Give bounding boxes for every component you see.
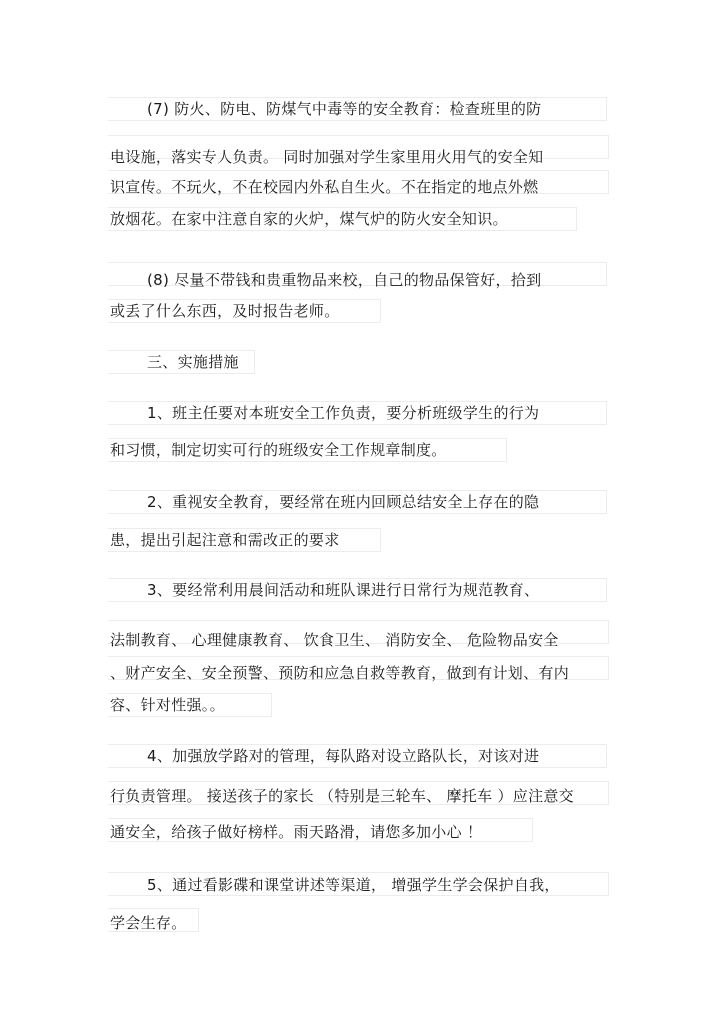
item-4-line-1: 4、加强放学路对的管理，每队路对设立路队长，对该对进 <box>147 747 540 765</box>
item-4-line-3: 通安全，给孩子做好榜样。雨天路滑，请您多加小心 ！ <box>110 823 483 841</box>
item-3-line-4: 容、针对性强。。 <box>110 696 225 714</box>
paragraph-8-line-2: 或丢了什么东西，及时报告老师。 <box>110 302 340 320</box>
item-5-line-1: 5、通过看影碟和课堂讲述等渠道， 增强学生学会保护自我， <box>147 876 560 894</box>
item-1-line-1: 1、班主任要对本班安全工作负责，要分析班级学生的行为 <box>147 404 540 422</box>
paragraph-7-line-1: (7) 防火、防电、防煤气中毒等的安全教育：检查班里的防 <box>147 100 542 118</box>
section-heading: 三、实施措施 <box>147 353 239 371</box>
paragraph-7-line-4: 放烟花。在家中注意自家的火炉，煤气炉的防火安全知识。 <box>110 210 508 228</box>
item-1-line-2: 和习惯，制定切实可行的班级安全工作规章制度。 <box>110 441 447 459</box>
paragraph-7-line-3: 识宣传。不玩火，不在校园内外私自生火。不在指定的地点外燃 <box>110 178 539 196</box>
paragraph-8-line-1: (8) 尽量不带钱和贵重物品来校，自己的物品保管好，拾到 <box>147 271 542 289</box>
item-5-line-2: 学会生存。 <box>110 914 187 932</box>
paragraph-7-line-2: 电设施，落实专人负责。 同时加强对学生家里用火用气的安全知 <box>110 148 544 166</box>
item-3-line-2: 法制教育、 心理健康教育、 饮食卫生、 消防安全、 危险物品安全 <box>110 631 559 649</box>
item-3-line-3: 、财产安全、安全预警、预防和应急自救等教育，做到有计划、有内 <box>110 664 570 682</box>
item-2-line-2: 患，提出引起注意和需改正的要求 <box>110 531 340 549</box>
item-2-line-1: 2、重视安全教育，要经常在班内回顾总结安全上存在的隐 <box>147 493 540 511</box>
item-4-line-2: 行负责管理。 接送孩子的家长 （特别是三轮车、 摩托车 ）应注意交 <box>110 787 574 805</box>
item-3-line-1: 3、要经常利用晨间活动和班队课进行日常行为规范教育、 <box>147 581 540 599</box>
